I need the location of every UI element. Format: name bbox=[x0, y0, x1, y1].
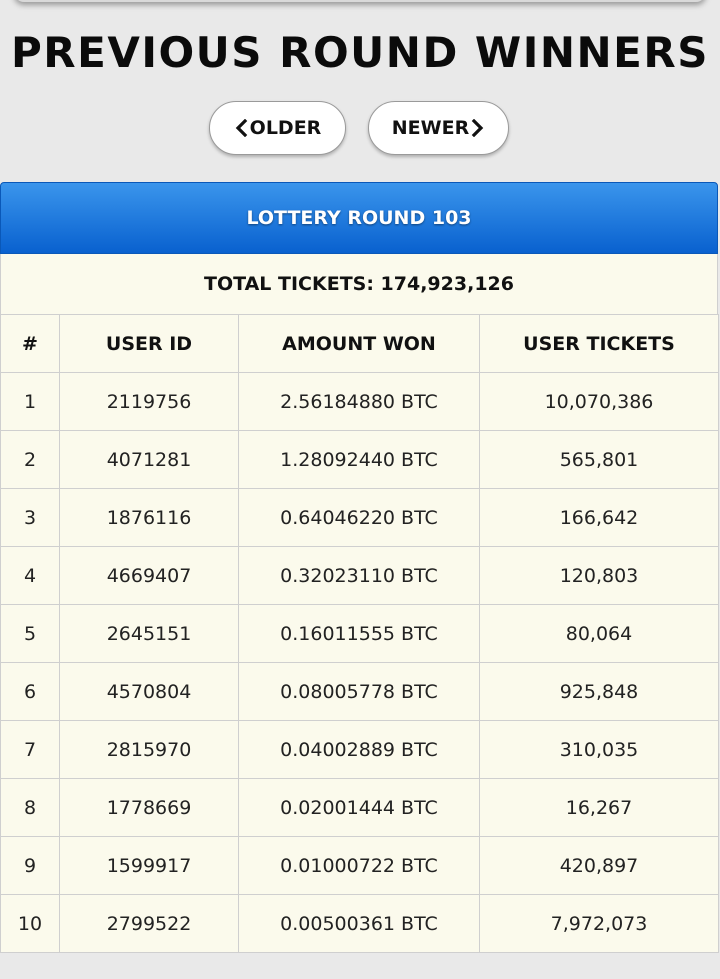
rank-cell: 2 bbox=[1, 431, 60, 489]
column-header-user-id: USER ID bbox=[60, 315, 239, 373]
amount-won-cell: 0.00500361 BTC bbox=[239, 895, 480, 953]
user-id-cell: 2815970 bbox=[60, 721, 239, 779]
user-id-cell: 2645151 bbox=[60, 605, 239, 663]
chevron-left-icon bbox=[234, 119, 250, 137]
table-row bbox=[1, 895, 719, 953]
rank-cell: 8 bbox=[1, 779, 60, 837]
column-header-user-tickets: USER TICKETS bbox=[480, 315, 719, 373]
rank-cell: 5 bbox=[1, 605, 60, 663]
rank-cell: 7 bbox=[1, 721, 60, 779]
winners-table-body bbox=[1, 373, 719, 953]
amount-won-cell: 0.64046220 BTC bbox=[239, 489, 480, 547]
lottery-round-label: LOTTERY ROUND 103 bbox=[246, 207, 472, 229]
table-row bbox=[1, 373, 719, 431]
older-button-label: OLDER bbox=[249, 117, 322, 139]
older-button[interactable] bbox=[209, 101, 346, 155]
table-row bbox=[1, 837, 719, 895]
header-row bbox=[1, 315, 719, 373]
user-tickets-cell: 420,897 bbox=[480, 837, 719, 895]
rank-cell: 4 bbox=[1, 547, 60, 605]
rank-cell: 1 bbox=[1, 373, 60, 431]
rank-cell: 9 bbox=[1, 837, 60, 895]
amount-won-cell: 0.16011555 BTC bbox=[239, 605, 480, 663]
user-id-cell: 2119756 bbox=[60, 373, 239, 431]
user-tickets-cell: 16,267 bbox=[480, 779, 719, 837]
amount-won-cell: 0.02001444 BTC bbox=[239, 779, 480, 837]
rank-cell: 6 bbox=[1, 663, 60, 721]
rank-cell: 10 bbox=[1, 895, 60, 953]
user-tickets-cell: 565,801 bbox=[480, 431, 719, 489]
table-row bbox=[1, 605, 719, 663]
user-id-cell: 1599917 bbox=[60, 837, 239, 895]
user-tickets-cell: 310,035 bbox=[480, 721, 719, 779]
amount-won-cell: 0.08005778 BTC bbox=[239, 663, 480, 721]
user-tickets-cell: 10,070,386 bbox=[480, 373, 719, 431]
amount-won-cell: 1.28092440 BTC bbox=[239, 431, 480, 489]
table-row bbox=[1, 663, 719, 721]
table-row bbox=[1, 779, 719, 837]
winners-table-head bbox=[1, 315, 719, 373]
user-id-cell: 1876116 bbox=[60, 489, 239, 547]
table-row bbox=[1, 721, 719, 779]
chevron-right-icon bbox=[469, 119, 485, 137]
user-id-cell: 4669407 bbox=[60, 547, 239, 605]
user-tickets-cell: 166,642 bbox=[480, 489, 719, 547]
rank-cell: 3 bbox=[1, 489, 60, 547]
user-tickets-cell: 120,803 bbox=[480, 547, 719, 605]
user-id-cell: 4071281 bbox=[60, 431, 239, 489]
user-id-cell: 4570804 bbox=[60, 663, 239, 721]
amount-won-cell: 2.56184880 BTC bbox=[239, 373, 480, 431]
column-header-amount-won: AMOUNT WON bbox=[239, 315, 480, 373]
amount-won-cell: 0.01000722 BTC bbox=[239, 837, 480, 895]
table-row bbox=[1, 431, 719, 489]
amount-won-cell: 0.32023110 BTC bbox=[239, 547, 480, 605]
amount-won-cell: 0.04002889 BTC bbox=[239, 721, 480, 779]
newer-button[interactable] bbox=[368, 101, 509, 155]
user-id-cell: 1778669 bbox=[60, 779, 239, 837]
user-tickets-cell: 925,848 bbox=[480, 663, 719, 721]
top-panel-edge bbox=[14, 0, 706, 2]
lottery-round-header bbox=[0, 182, 718, 254]
user-tickets-cell: 80,064 bbox=[480, 605, 719, 663]
total-tickets-row bbox=[0, 254, 718, 314]
page-bottom bbox=[0, 966, 720, 979]
winners-table bbox=[0, 314, 719, 953]
table-row bbox=[1, 489, 719, 547]
column-header-rank: # bbox=[1, 315, 60, 373]
total-tickets-label: TOTAL TICKETS: 174,923,126 bbox=[204, 273, 514, 295]
table-row bbox=[1, 547, 719, 605]
user-tickets-cell: 7,972,073 bbox=[480, 895, 719, 953]
newer-button-label: NEWER bbox=[391, 117, 470, 139]
page-title: PREVIOUS ROUND WINNERS bbox=[11, 28, 709, 77]
user-id-cell: 2799522 bbox=[60, 895, 239, 953]
